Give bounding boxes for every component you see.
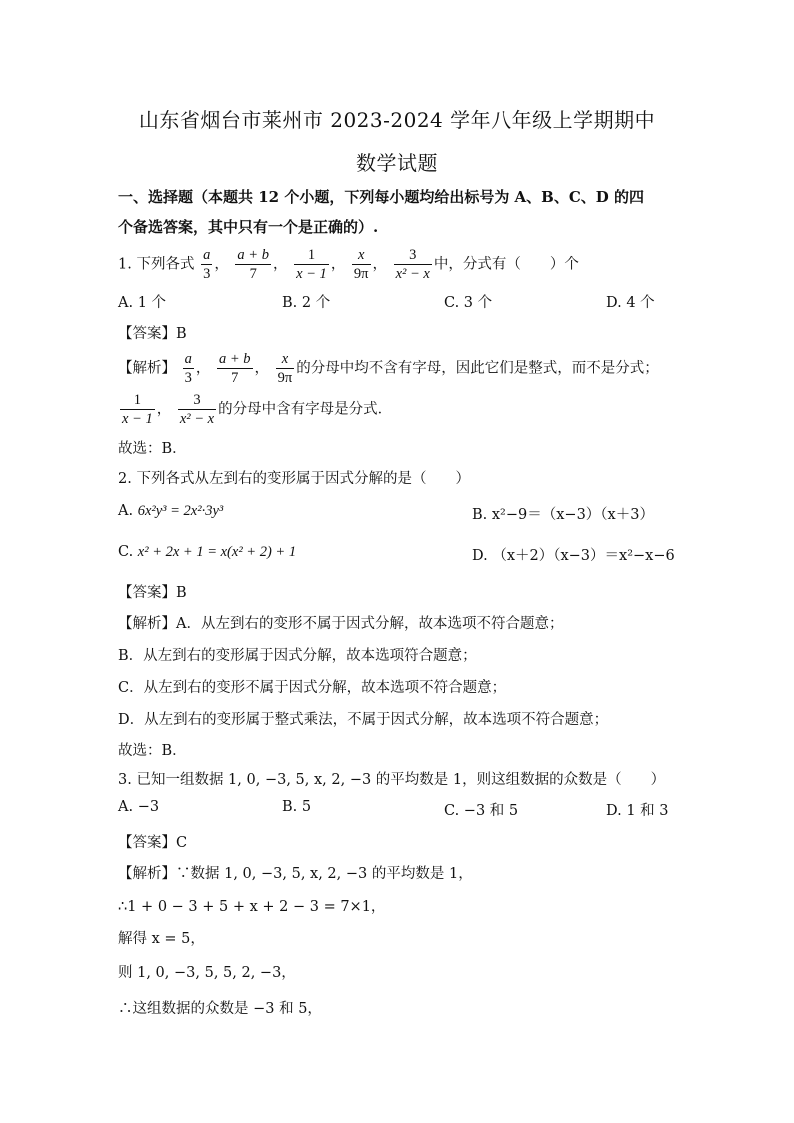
q1-frac-4: $\frac{x}{9\pi}$ [353,247,369,282]
q2-option-d: D. （x＋2）（x−3）＝x²−x−6 [472,548,675,564]
section-heading-line2: 个备选答案，其中只有一个是正确的）. [118,218,379,236]
q2-choose: 故选：B． [118,743,187,759]
q2-analysis-line2: B．从左到右的变形属于因式分解，故本选项符合题意； [118,648,477,664]
q3-analysis-line5: ∴这组数据的众数是 −3 和 5， [118,1001,322,1017]
q1-frac-3: $\frac{1}{x - 1}$ [296,247,327,282]
q1-answer: 【答案】B [118,326,187,342]
q1-prefix: 1. 下列各式 [118,256,195,273]
q1-suffix: 中，分式有（ ）个 [433,256,579,273]
q2-option-a: A. 6x²y³ = 2x²·3y³ [118,503,224,519]
q1-analysis-line2: $\frac{1}{x - 1}$ ， $\frac{3}{\text{x² − x}}$ 的分母中含有字母是分式． [122,392,393,427]
q1-stem: 1. 下列各式 $\frac{a}{3}$ ， $\frac{a + b}{7}$ ， $\frac{1}{x - 1}$ ， $\frac{x}{9\pi}$ ， $\frac{3}{\text{x² − x}}$ 中，分式有（ ）个 [118,247,579,282]
q2-option-b: B. x²−9＝（x−3）（x＋3） [472,507,654,523]
q1-option-d: D. 4 个 [606,295,655,311]
q1-option-a: A. 1 个 [118,295,167,311]
q3-analysis-line3: 解得 x = 5， [118,931,205,947]
q3-option-c: C. −3 和 5 [444,803,519,819]
q1-frac-5: $\frac{3}{\text{x² − x}}$ [395,247,430,282]
q3-analysis-line4: 则 1, 0, −3, 5, 5, 2, −3， [118,965,296,981]
q2-analysis-line4: D．从左到右的变形属于整式乘法，不属于因式分解，故本选项不符合题意； [118,712,609,728]
q2-answer: 【答案】B [118,585,187,601]
q3-analysis-line1: 【解析】∵数据 1, 0, −3, 5, x, 2, −3 的平均数是 1， [118,866,473,882]
q2-analysis-line1: 【解析】A．从左到右的变形不属于因式分解，故本选项不符合题意； [118,616,564,632]
q3-answer: 【答案】C [118,835,188,851]
section-heading-line1: 一、选择题（本题共 12 个小题，下列每小题均给出标号为 A、B、C、D 的四 [118,188,645,206]
q3-option-b: B. 5 [282,799,312,815]
q3-option-a: A. −3 [118,799,160,815]
q1-frac-2: $\frac{a + b}{7}$ [237,247,269,282]
q1-frac-1: $\frac{a}{3}$ [203,247,211,282]
q1-choose: 故选：B． [118,441,187,457]
q1-option-b: B. 2 个 [282,295,331,311]
document-title: 山东省烟台市莱州市 2023-2024 学年八年级上学期期中 [138,108,656,132]
q3-stem: 3. 已知一组数据 1, 0, −3, 5, x, 2, −3 的平均数是 1，则这组数据的众数是（ ） [118,772,666,788]
q3-analysis-line2: ∴1 + 0 − 3 + 5 + x + 2 − 3 = 7×1， [118,899,386,915]
q2-analysis-line3: C．从左到右的变形不属于因式分解，故本选项不符合题意； [118,680,507,696]
document-subtitle: 数学试题 [356,151,438,175]
q2-option-c: C. x² + 2x + 1 = x(x² + 2) + 1 [118,544,297,560]
q2-stem: 2. 下列各式从左到右的变形属于因式分解的是（ ） [118,471,470,487]
q1-option-c: C. 3 个 [444,295,493,311]
q3-option-d: D. 1 和 3 [606,803,669,819]
q1-analysis-line1: 【解析】 $\frac{a}{3}$ ， $\frac{a + b}{7}$ ， $\frac{x}{9\pi}$ 的分母中均不含有字母，因此它们是整式，而不是分式； [118,351,659,386]
